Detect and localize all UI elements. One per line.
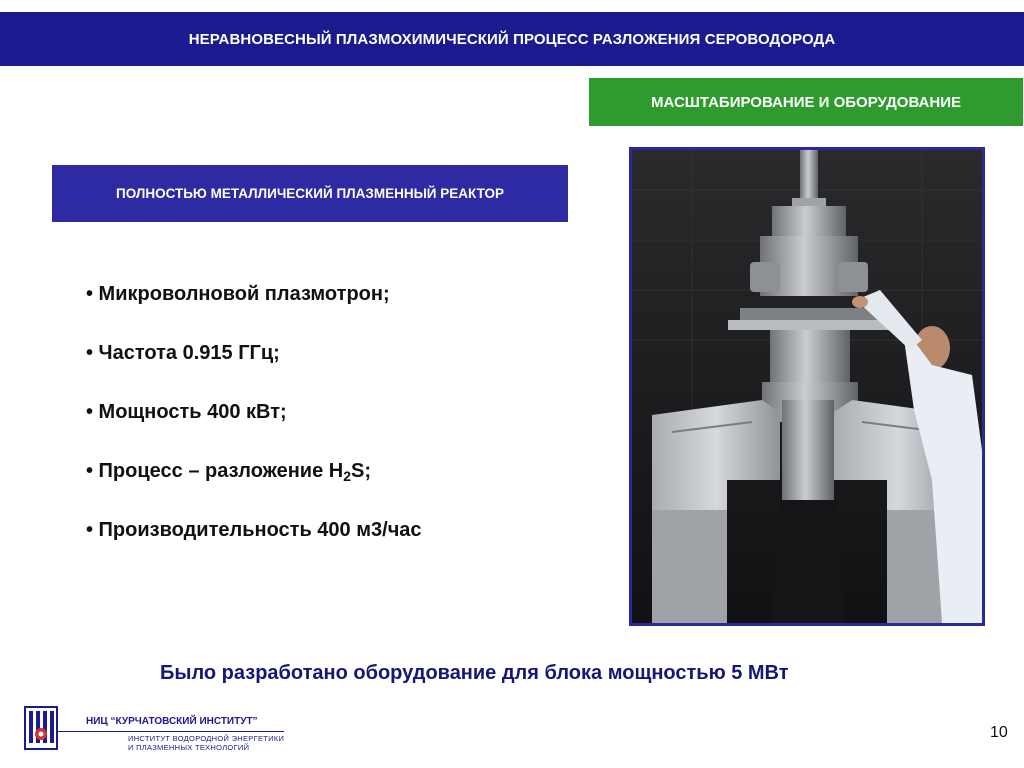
spec-list xyxy=(86,275,606,570)
kurchatov-logo-icon xyxy=(24,706,58,750)
spec-item-plasmatron: • Микроволновой плазмотрон; xyxy=(86,283,390,305)
slide-title: НЕРАВНОВЕСНЫЙ ПЛАЗМОХИМИЧЕСКИЙ ПРОЦЕСС РАЗЛОЖЕНИЯ СЕРОВОДОРОДА xyxy=(188,30,836,48)
spec-item-power: • Мощность 400 кВт; xyxy=(86,401,287,423)
org-subtitle-1: ИНСТИТУТ ВОДОРОДНОЙ ЭНЕРГЕТИКИ xyxy=(128,734,285,743)
header-bar xyxy=(0,12,1024,66)
page-number: 10 xyxy=(990,724,1008,741)
spec-item-process: • Процесс – разложение $H_2S$; xyxy=(86,460,371,484)
org-name: НИЦ “КУРЧАТОВСКИЙ ИНСТИТУТ” xyxy=(86,716,258,727)
section-badge: МАСШТАБИРОВАНИЕ И ОБОРУДОВАНИЕ xyxy=(589,78,1023,126)
reactor-photo-illustration xyxy=(632,150,982,623)
org-subtitle-2: И ПЛАЗМЕННЫХ ТЕХНОЛОГИЙ xyxy=(128,743,250,752)
summary-note: Было разработано оборудование для блока мощностью 5 МВт xyxy=(160,662,789,684)
spec-item-frequency: • Частота 0.915 ГГц; xyxy=(86,342,280,364)
spec-item-capacity: • Производительность 400 м3/час xyxy=(86,519,422,541)
reactor-photo xyxy=(629,147,985,626)
reactor-label-badge: ПОЛНОСТЬЮ МЕТАЛЛИЧЕСКИЙ ПЛАЗМЕННЫЙ РЕАКТОР xyxy=(52,165,568,222)
footer-divider xyxy=(58,731,284,732)
